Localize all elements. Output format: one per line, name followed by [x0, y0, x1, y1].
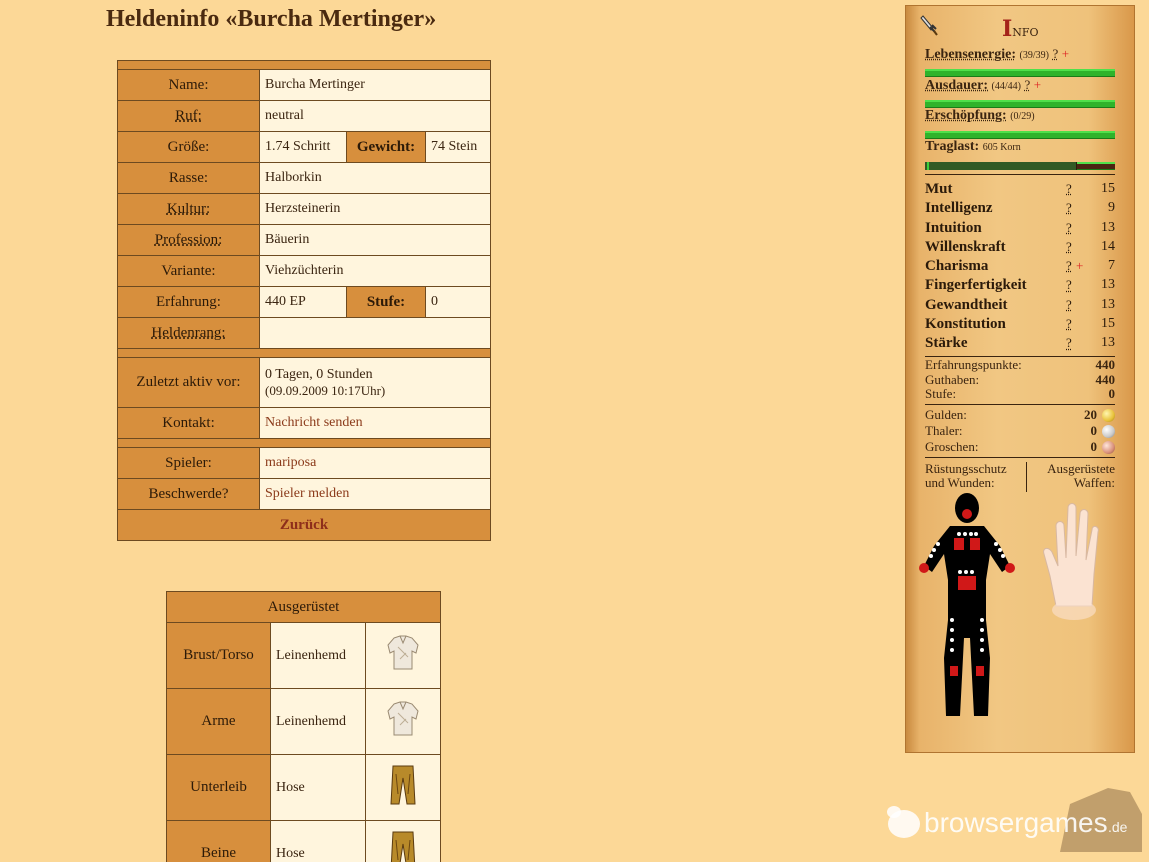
ruf-label[interactable]: Ruf:: [118, 101, 260, 132]
back-button[interactable]: Zurück: [118, 510, 491, 541]
aktiv-label: Zuletzt aktiv vor:: [118, 358, 260, 408]
pants-icon[interactable]: [388, 830, 418, 862]
table-row: [167, 755, 441, 821]
shirt-icon[interactable]: [386, 701, 420, 737]
attribute-row: Fingerfertigkeit ? 13: [925, 277, 1115, 294]
slot-label: Brust/Torso: [167, 623, 271, 689]
variante-label: Variante:: [118, 256, 260, 287]
item-name: Leinenhemd: [271, 689, 366, 755]
item-name: Leinenhemd: [271, 623, 366, 689]
groesse-value: 1.74 Schritt: [260, 132, 347, 163]
table-top-bar: [118, 61, 491, 70]
sword-icon[interactable]: [920, 14, 938, 36]
divider: [925, 457, 1115, 458]
experience-summary: Erfahrungspunkte: 440 Guthaben: 440 Stufe: 0: [925, 357, 1115, 401]
profession-value: Bäuerin: [260, 225, 491, 256]
attribute-row: Intelligenz ? 9: [925, 200, 1115, 217]
name-value: Burcha Mertinger: [260, 70, 491, 101]
table-row: [118, 70, 491, 101]
table-row: [118, 287, 491, 318]
groesse-label: Größe:: [118, 132, 260, 163]
profession-label[interactable]: Profession:: [118, 225, 260, 256]
table-row: [167, 821, 441, 862]
aktiv-duration: 0 Tagen, 0 Stunden: [265, 366, 373, 382]
lebensenergie-help[interactable]: ?: [1052, 46, 1059, 61]
attribute-help[interactable]: ?: [1066, 258, 1072, 274]
hand-weapon-icon[interactable]: [1040, 496, 1106, 624]
attribute-row: Intuition ? 13: [925, 219, 1115, 236]
table-row: [118, 256, 491, 287]
gewicht-value: 74 Stein: [426, 132, 491, 163]
table-row: [118, 408, 491, 439]
browsergames-logo: [880, 784, 1142, 852]
aktiv-date: (09.09.2009 10:17Uhr): [265, 382, 386, 398]
table-row: [118, 358, 491, 408]
beschwerde-label: Beschwerde?: [118, 479, 260, 510]
attribute-help[interactable]: ?: [1066, 296, 1072, 312]
attribute-row: Willenskraft ? 14: [925, 238, 1115, 255]
pants-icon[interactable]: [388, 764, 418, 806]
traglast-row: Traglast: 605 Korn: [925, 139, 1021, 154]
table-row: [118, 448, 491, 479]
attribute-help[interactable]: ?: [1066, 238, 1072, 254]
stufe-value: 0: [426, 287, 491, 318]
kultur-label[interactable]: Kultur:: [118, 194, 260, 225]
variante-value: Viehzüchterin: [260, 256, 491, 287]
page-title: Heldeninfo «Burcha Mertinger»: [106, 6, 437, 32]
table-row: [118, 101, 491, 132]
silver-coin-icon: [1102, 425, 1115, 438]
player-link[interactable]: mariposa: [260, 448, 491, 479]
slot-label: Arme: [167, 689, 271, 755]
attribute-help[interactable]: ?: [1066, 335, 1072, 351]
watermark-tld: .de: [1108, 819, 1128, 835]
attribute-help[interactable]: ?: [1066, 200, 1072, 216]
hero-info-table: [117, 60, 491, 541]
table-row: [118, 194, 491, 225]
erschoepfung-bar: [925, 131, 1115, 139]
name-label: Name:: [118, 70, 260, 101]
money-summary: Gulden: 20 Thaler: 0 Groschen: 0: [925, 408, 1115, 456]
item-name: Hose: [271, 755, 366, 821]
equipment-header: Ausgerüstet: [167, 592, 441, 623]
kontakt-label: Kontakt:: [118, 408, 260, 439]
ausdauer-bar: [925, 100, 1115, 108]
table-separator: [118, 349, 491, 358]
divider: [925, 174, 1115, 175]
equipment-header-row: [167, 592, 441, 623]
wounds-label: Rüstungsschutz: [925, 461, 1007, 476]
ausdauer-plus[interactable]: +: [1033, 77, 1042, 92]
traglast-bar: [925, 162, 1115, 170]
erschoepfung-row: Erschöpfung: (0/29): [925, 108, 1035, 123]
report-player-link[interactable]: Spieler melden: [260, 479, 491, 510]
lebensenergie-plus[interactable]: +: [1061, 46, 1070, 61]
attribute-row: Konstitution ? 15: [925, 316, 1115, 333]
rasse-label: Rasse:: [118, 163, 260, 194]
gewicht-label: Gewicht:: [347, 132, 426, 163]
table-row: [118, 479, 491, 510]
item-name: Hose: [271, 821, 366, 862]
table-row: [167, 623, 441, 689]
table-row: [118, 318, 491, 349]
attribute-row: Mut ? 15: [925, 181, 1115, 197]
attribute-help[interactable]: ?: [1066, 316, 1072, 332]
info-title: Info: [1002, 16, 1039, 42]
lebensenergie-bar: [925, 69, 1115, 77]
attribute-help[interactable]: ?: [1066, 219, 1072, 235]
divider: [925, 404, 1115, 405]
table-row: [118, 225, 491, 256]
table-row: [118, 163, 491, 194]
attribute-plus[interactable]: +: [1076, 258, 1084, 274]
copper-coin-icon: [1102, 441, 1115, 454]
kultur-value: Herzsteinerin: [260, 194, 491, 225]
gold-coin-icon: [1102, 409, 1115, 422]
erfahrung-label: Erfahrung:: [118, 287, 260, 318]
slot-label: Unterleib: [167, 755, 271, 821]
attribute-help[interactable]: ?: [1066, 181, 1072, 196]
ruf-value: neutral: [260, 101, 491, 132]
stufe-label: Stufe:: [347, 287, 426, 318]
erfahrung-value: 440 EP: [260, 287, 347, 318]
heldenrang-label[interactable]: Heldenrang:: [118, 318, 260, 349]
spieler-label: Spieler:: [118, 448, 260, 479]
weapons-label: Ausgerüstete: [1047, 461, 1115, 476]
aktiv-value: [260, 358, 491, 408]
watermark-brand: browsergames: [924, 807, 1108, 838]
attribute-help[interactable]: ?: [1066, 277, 1072, 293]
info-panel: Info Lebensenergie: (39/39) ? + Ausdauer: (44/44) ? + Erschöpfung: (0/29) Traglast: 605 Korn Mut ? 15 Intelligenz ? 9 Intuition ? 13 Willenskraft ? 14 Charisma ? + 7 Fingerfertigkeit ? 13 Gewandtheit ? 13 Konstitution ? 15 Stärke ? 13 Erfahrungspunkte: 440 Guthaben: 440 Stufe: 0 Gulden: 20 Thaler: 0 Groschen: 0 Rüstungsschutz und Wunden: Ausgerüstete Waffen:: [905, 5, 1135, 753]
table-separator: [118, 439, 491, 448]
shirt-icon[interactable]: [386, 635, 420, 671]
attribute-row: Stärke ? 13: [925, 335, 1115, 352]
rasse-value: Halborkin: [260, 163, 491, 194]
ausdauer-row: Ausdauer: (44/44) ? +: [925, 77, 1042, 93]
send-message-link[interactable]: Nachricht senden: [260, 408, 491, 439]
table-row: [167, 689, 441, 755]
slot-label: Beine: [167, 821, 271, 862]
attribute-list: [925, 181, 1117, 355]
ausdauer-help[interactable]: ?: [1024, 77, 1031, 92]
attribute-row: Gewandtheit ? 13: [925, 296, 1115, 313]
body-wounds-figure[interactable]: [914, 488, 1020, 724]
table-row: [118, 132, 491, 163]
attribute-row: Charisma ? + 7: [925, 258, 1115, 275]
lebensenergie-row: Lebensenergie: (39/39) ? +: [925, 46, 1070, 62]
equipment-table: [166, 591, 441, 862]
table-row: [118, 510, 491, 541]
heldenrang-value: [260, 318, 491, 349]
